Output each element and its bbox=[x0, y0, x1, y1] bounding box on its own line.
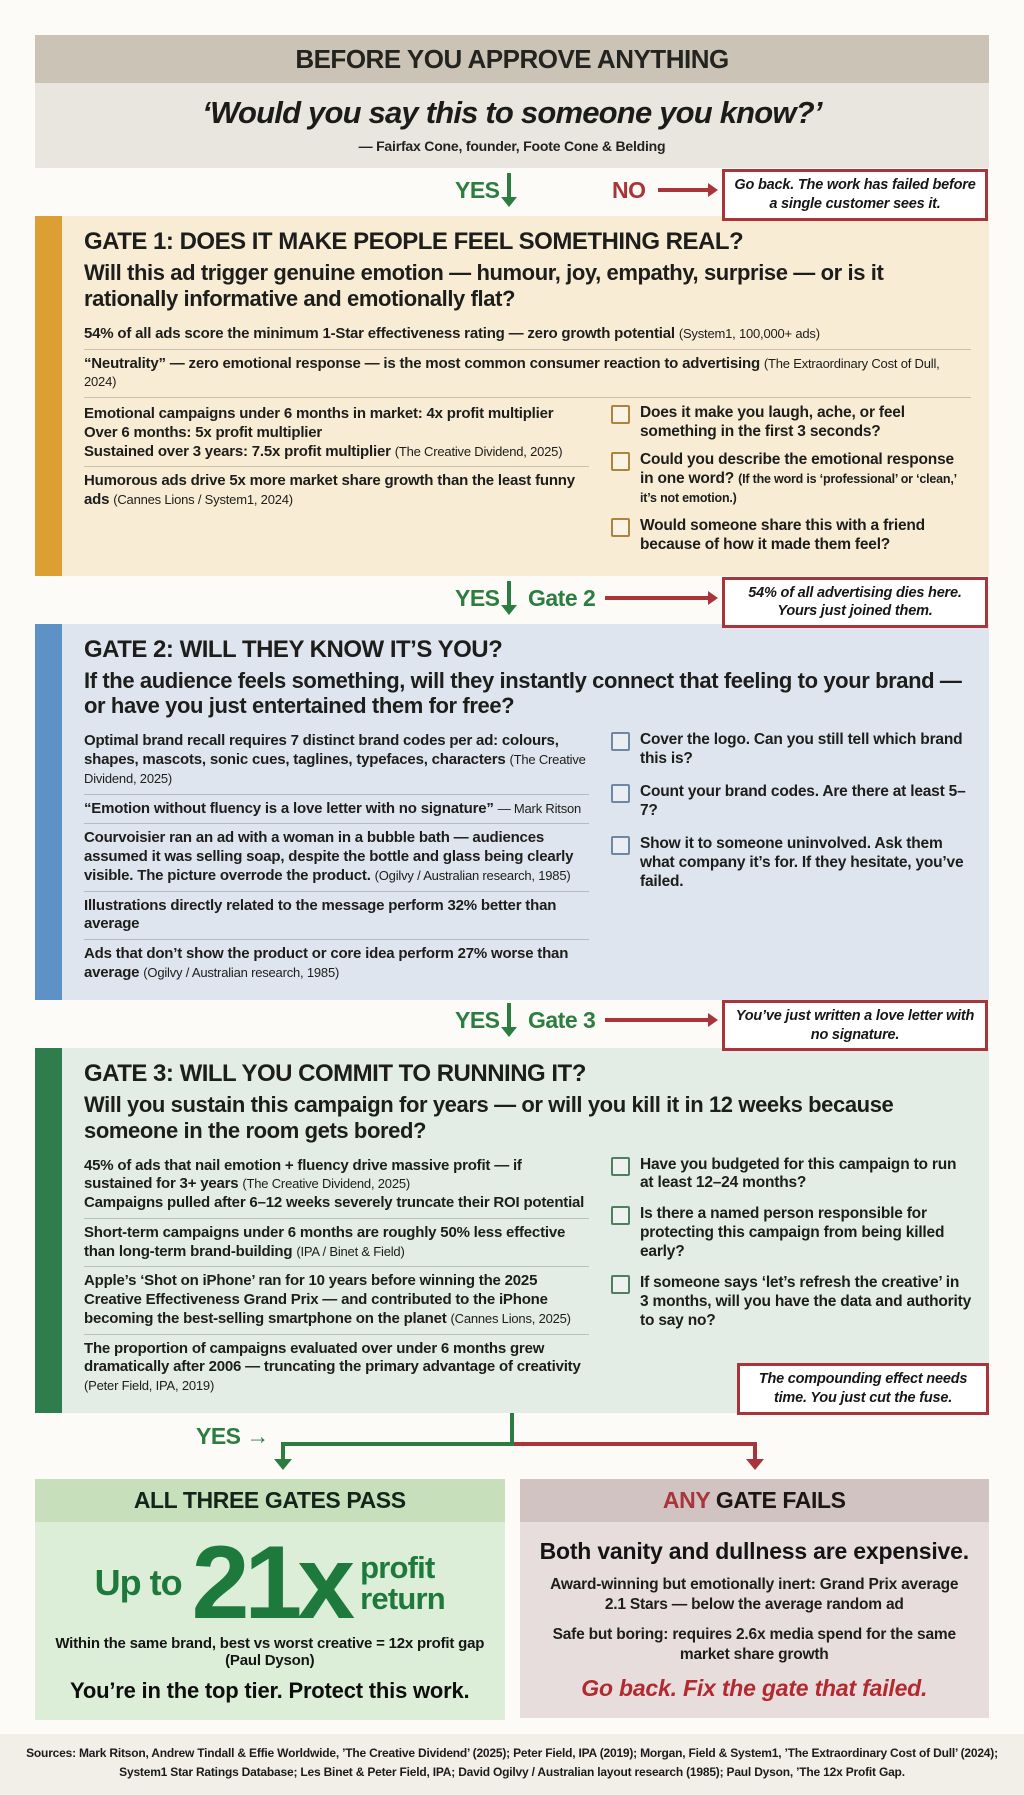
gate-2-checklist bbox=[611, 727, 971, 987]
header bbox=[35, 35, 989, 168]
fail-down-arrow-icon bbox=[746, 1459, 764, 1470]
gate-1-checklist bbox=[611, 400, 971, 563]
sources-footer bbox=[0, 1734, 1024, 1795]
gate-1-fact: 54% of all ads score the minimum 1-Star effectiveness rating — zero growth potential (System1, 100,000+ ads) bbox=[84, 320, 971, 350]
checklist-item: Count your brand codes. Are there at least 5–7? bbox=[611, 783, 971, 821]
gate-2-subtitle: If the audience feels something, will they instantly connect that feeling to your brand — or have you just entertained them for free? bbox=[84, 667, 962, 719]
pass-connector-line bbox=[281, 1442, 514, 1446]
pass-header: ALL THREE GATES PASS bbox=[35, 1479, 505, 1522]
gate-3-facts-column bbox=[84, 1152, 589, 1401]
yes-label: YES bbox=[455, 177, 500, 203]
checklist-item: If someone says ‘let’s refresh the creative’ in 3 months, will you have the data and authority to say no? bbox=[611, 1274, 971, 1331]
fail-stat: Award-winning but emotionally inert: Grand Prix average 2.1 Stars — below the average random ad bbox=[550, 1575, 959, 1613]
infographic-page bbox=[0, 35, 1024, 1779]
yes-label: YES bbox=[455, 1006, 500, 1033]
gate-3-color-bar bbox=[35, 1048, 62, 1413]
outcome-fail-box bbox=[520, 1479, 990, 1720]
fail-callout-gate1: 54% of all advertising dies here. Yours just joined them. bbox=[722, 577, 988, 629]
gate-3-fact: 45% of ads that nail emotion + fluency drive massive profit — if sustained for 3+ years (The Creative Dividend, 2025) Campaigns pulled after 6–12 weeks severely truncate their ROI potential bbox=[84, 1156, 585, 1212]
yes-down-arrow-icon bbox=[507, 581, 511, 605]
profit-return-figure: Up to 21x profit return bbox=[94, 1524, 445, 1641]
outcome-pass-box bbox=[35, 1479, 505, 1720]
gate-1-subtitle: Will this ad trigger genuine emotion — humour, joy, empathy, surprise — or is it rationally informative and emotionally flat? bbox=[84, 260, 884, 311]
checkbox[interactable] bbox=[611, 1157, 630, 1176]
checkbox[interactable] bbox=[611, 405, 630, 424]
decision-row-gate3 bbox=[0, 1000, 1024, 1048]
fail-right-arrow-icon bbox=[605, 1018, 708, 1022]
pass-footer: You’re in the top tier. Protect this work. bbox=[70, 1678, 470, 1703]
gate-3-fact: The proportion of campaigns evaluated over under 6 months grew dramatically after 2006 — truncating the primary advantage of creativity (Peter Field, IPA, 2019) bbox=[84, 1334, 589, 1401]
gate-1-fact: Humorous ads drive 5x more market share growth than the least funny ads (Cannes Lions / System1, 2024) bbox=[84, 466, 589, 515]
checkbox[interactable] bbox=[611, 836, 630, 855]
sources-line: Sources: Mark Ritson, Andrew Tindall & Effie Worldwide, ’The Creative Dividend’ (2025); Peter Field, IPA (2019); Morgan, Field & System1, ’The Extraordinary Cost of Dull’ (2024); bbox=[26, 1746, 998, 1760]
header-title-bar bbox=[35, 35, 989, 83]
gate-1-panel bbox=[35, 216, 989, 576]
gate-1-title: GATE 1: DOES IT MAKE PEOPLE FEEL SOMETHING REAL? bbox=[84, 228, 744, 255]
gate-1-color-bar bbox=[35, 216, 62, 576]
gate-2-color-bar bbox=[35, 624, 62, 1000]
fail-connector-line bbox=[514, 1442, 757, 1446]
gate-3-panel bbox=[35, 1048, 989, 1413]
yes-down-arrow-icon bbox=[507, 1003, 511, 1027]
fail-callout-gate2: You’ve just written a love letter with no signature. bbox=[722, 1000, 988, 1052]
pass-stat: Within the same brand, best vs worst creative = 12x profit gap (Paul Dyson) bbox=[55, 1635, 485, 1669]
fail-headline: Both vanity and dullness are expensive. bbox=[539, 1537, 969, 1564]
fail-header: ANY GATE FAILS bbox=[520, 1479, 990, 1522]
page-title: BEFORE YOU APPROVE ANYTHING bbox=[295, 44, 729, 74]
header-quote-panel bbox=[35, 83, 989, 168]
gate-1-fact: “Neutrality” — zero emotional response — is the most common consumer reaction to advertising (The Extraordinary Cost of Dull, 2024) bbox=[84, 350, 971, 399]
fail-right-arrow-icon bbox=[605, 596, 708, 600]
decision-row-gate2 bbox=[0, 576, 1024, 624]
fail-stat: Safe but boring: requires 2.6x media spend for the same market share growth bbox=[552, 1626, 956, 1664]
checkbox[interactable] bbox=[611, 1206, 630, 1225]
checklist-item: Does it make you laugh, ache, or feel something in the first 3 seconds? bbox=[611, 404, 971, 442]
gate-3-title: GATE 3: WILL YOU COMMIT TO RUNNING IT? bbox=[84, 1059, 586, 1087]
checkbox[interactable] bbox=[611, 1275, 630, 1294]
checkbox[interactable] bbox=[611, 452, 630, 471]
gate3-label: Gate 3 bbox=[528, 1006, 596, 1033]
checklist-item: Cover the logo. Can you still tell which brand this is? bbox=[611, 731, 971, 769]
decision-row-start bbox=[0, 168, 1024, 216]
yes-down-arrow-icon bbox=[507, 173, 511, 197]
fail-callout-start: Go back. The work has failed before a single customer sees it. bbox=[722, 169, 988, 221]
gate-1-fact: Emotional campaigns under 6 months in market: 4x profit multiplier Over 6 months: 5x profit multiplier Sustained over 3 years: 7.5x profit multiplier (The Creative Dividend, 2025) bbox=[84, 405, 563, 460]
checklist-item: Could you describe the emotional response in one word? (If the word is ‘professional’ or ‘clean,’ it’s not emotion.) bbox=[611, 451, 971, 508]
checkbox[interactable] bbox=[611, 518, 630, 537]
fail-connector-line bbox=[753, 1442, 757, 1459]
yes-label: YES bbox=[455, 584, 500, 611]
no-right-arrow-icon bbox=[658, 188, 708, 192]
fail-footer: Go back. Fix the gate that failed. bbox=[581, 1675, 928, 1702]
checklist-item: Is there a named person responsible for protecting this campaign from being killed early? bbox=[611, 1205, 971, 1262]
pass-connector-line bbox=[281, 1442, 285, 1459]
gate-2-title: GATE 2: WILL THEY KNOW IT’S YOU? bbox=[84, 635, 503, 663]
fail-callout-gate3: The compounding effect needs time. You just cut the fuse. bbox=[737, 1363, 989, 1415]
gate-2-panel bbox=[35, 624, 989, 1000]
gate-3-fact: Apple’s ‘Shot on iPhone’ ran for 10 years before winning the 2025 Creative Effectiveness Grand Prix — and contributed to the iPhone becoming the best-selling smartphone on the planet (Cannes Lions, 2025) bbox=[84, 1266, 589, 1333]
checkbox[interactable] bbox=[611, 732, 630, 751]
checklist-item: Would someone share this with a friend because of how it made them feel? bbox=[611, 517, 971, 555]
no-label: NO bbox=[612, 177, 646, 203]
pass-down-arrow-icon bbox=[274, 1459, 292, 1470]
quote-attribution: — Fairfax Cone, founder, Foote Cone & Belding bbox=[358, 138, 666, 154]
gate-1-facts-column bbox=[84, 400, 589, 563]
final-connector bbox=[0, 1370, 1024, 1477]
sources-line: System1 Star Ratings Database; Les Binet & Peter Field, IPA; David Ogilvy / Australian layout research (1985); Paul Dyson, ’The 12x Profit Gap. bbox=[119, 1764, 905, 1779]
gate-2-fact: “Emotion without fluency is a love letter with no signature” — Mark Ritson bbox=[84, 794, 589, 824]
gate-2-fact: Illustrations directly related to the message perform 32% better than average bbox=[84, 891, 589, 940]
gate-2-fact: Optimal brand recall requires 7 distinct brand codes per ad: colours, shapes, mascots, sonic cues, taglines, typefaces, characters (The Creative Dividend, 2025) bbox=[84, 732, 586, 786]
outcomes-row bbox=[35, 1479, 989, 1720]
quote-text: ‘Would you say this to someone you know?’ bbox=[202, 95, 822, 130]
gate-3-subtitle: Will you sustain this campaign for years — or will you kill it in 12 weeks because someone in the room gets bored? bbox=[84, 1091, 894, 1143]
checkbox[interactable] bbox=[611, 784, 630, 803]
profit-multiplier-value: 21x bbox=[191, 1524, 351, 1641]
checklist-item: Have you budgeted for this campaign to run at least 12–24 months? bbox=[611, 1156, 971, 1194]
checklist-item: Show it to someone uninvolved. Ask them what company it’s for. If they hesitate, you’ve failed. bbox=[611, 835, 971, 892]
yes-label: YES → bbox=[196, 1422, 269, 1449]
gate-2-fact: Ads that don’t show the product or core idea perform 27% worse than average (Ogilvy / Australian research, 1985) bbox=[84, 939, 589, 988]
gate-2-facts-column bbox=[84, 727, 589, 987]
gate-2-fact: Courvoisier ran an ad with a woman in a bubble bath — audiences assumed it was selling soap, despite the bottle and glass being clearly visible. The picture overrode the product. (Ogilvy / Australian research, 1985) bbox=[84, 823, 589, 890]
gate-3-fact: Short-term campaigns under 6 months are roughly 50% less effective than long-term brand-building (IPA / Binet & Field) bbox=[84, 1218, 589, 1267]
gate2-label: Gate 2 bbox=[528, 584, 596, 611]
